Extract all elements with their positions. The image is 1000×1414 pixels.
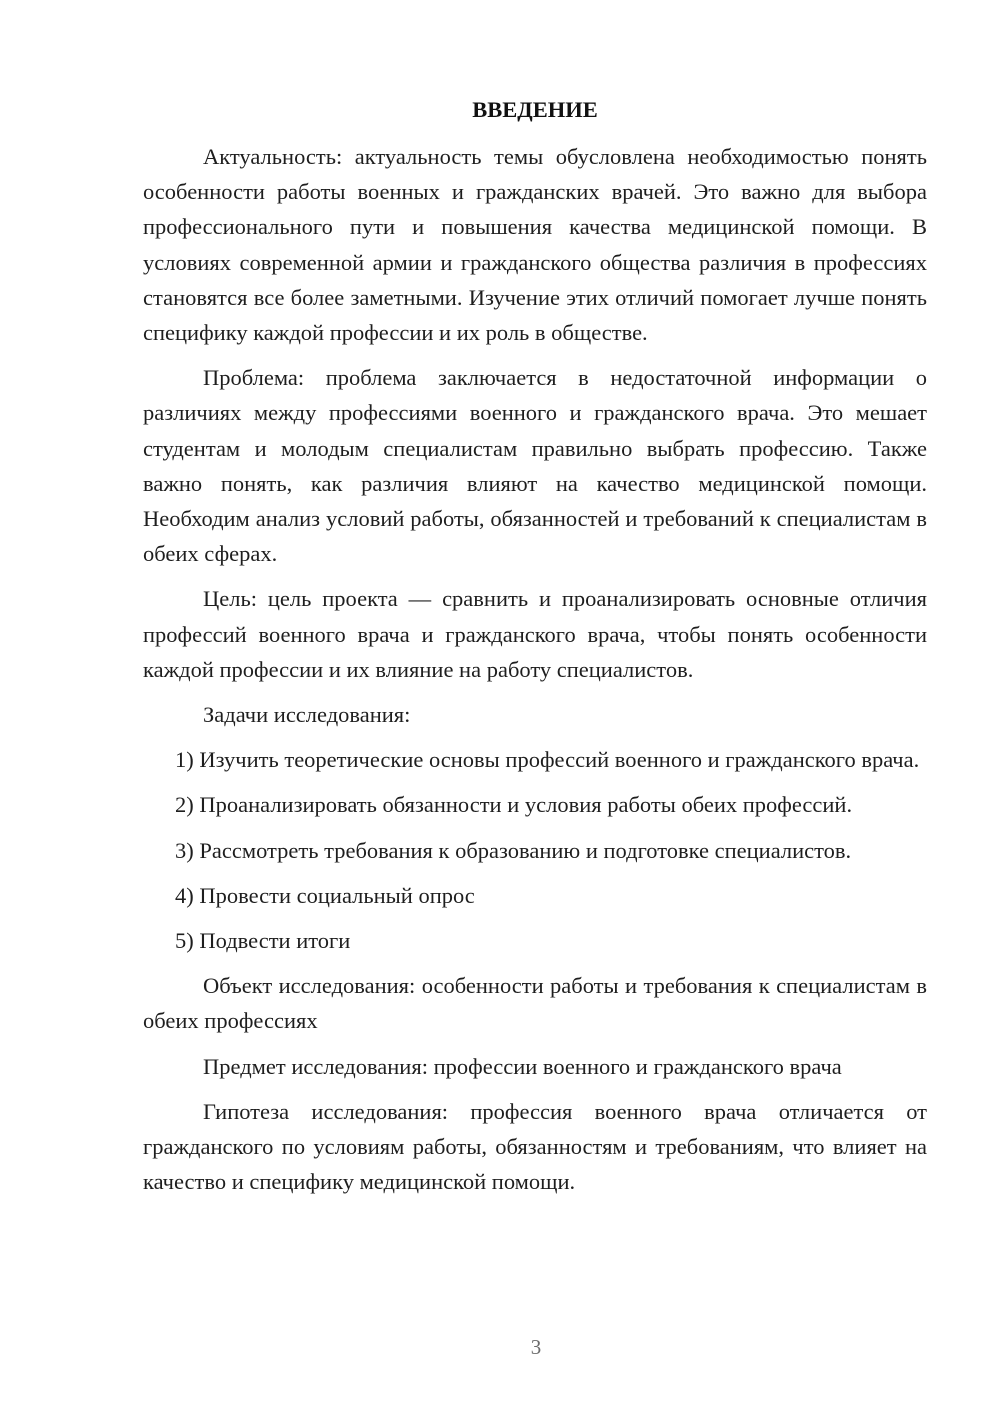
problem-paragraph: Проблема: проблема заключается в недостаточной информации о различиях между профессиями военного и гражданского врача. Это мешает студентам и молодым специалистам правильно выбрать профессию. Также важно понять, как различия влияют на качество медицинской помощи. Необходим анализ условий работы, обязанностей и требований к специалистам в обеих сферах. [143, 365, 927, 567]
task-item: 5) Подвести итоги [175, 928, 351, 954]
tasks-list [143, 742, 927, 958]
task-item: 4) Провести социальный опрос [175, 882, 475, 908]
goal-paragraph: Цель: цель проекта — сравнить и проанализировать основные отличия профессий военного врача и гражданского врача, чтобы понять особенности каждой профессии и их влияние на работу специалистов. [143, 586, 927, 682]
task-item: 1) Изучить теоретические основы профессий военного и гражданского врача. [175, 747, 920, 773]
object-paragraph: Объект исследования: особенности работы и требования к специалистам в обеих профессиях [143, 973, 927, 1034]
page-number: 3 [530, 1335, 542, 1359]
task-item: 3) Рассмотреть требования к образованию и подготовке специалистов. [175, 837, 852, 863]
tasks-title: Задачи исследования: [203, 702, 411, 728]
hypothesis-paragraph: Гипотеза исследования: профессия военного врача отличается от гражданского по условиям работы, обязанностям и требованиям, что влияет на качество и специфику медицинской помощи. [143, 1098, 927, 1195]
section-heading: ВВЕДЕНИЕ [472, 97, 598, 122]
page-content [143, 92, 927, 1209]
subject-paragraph: Предмет исследования: профессии военного и гражданского врача [203, 1053, 842, 1079]
relevance-paragraph: Актуальность: актуальность темы обусловлена необходимостью понять особенности работы военных и гражданских врачей. Это важно для выбора профессионального пути и повышения качества медицинской помощи. В условиях современной армии и гражданского общества различия в профессиях становятся все более заметными. Изучение этих отличий помогает лучше понять специфику каждой профессии и их роль в обществе. [143, 144, 927, 346]
task-item: 2) Проанализировать обязанности и условия работы обеих профессий. [175, 792, 853, 818]
